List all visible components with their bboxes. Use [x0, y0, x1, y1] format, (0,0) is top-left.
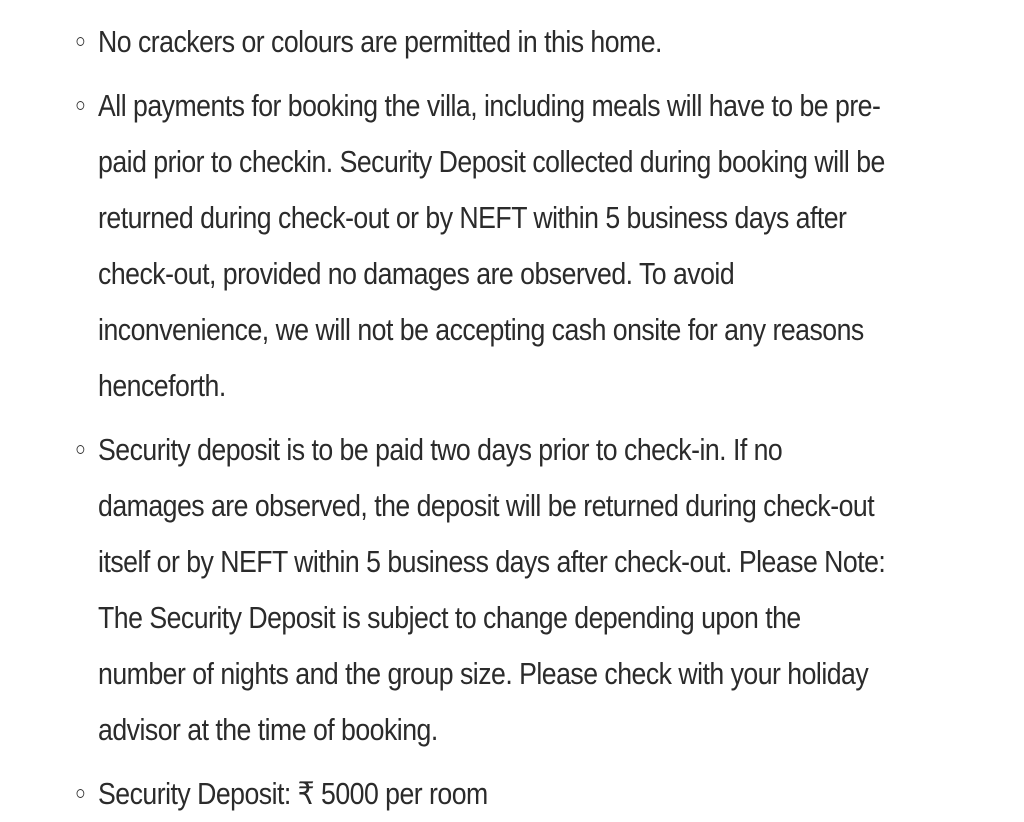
list-item-text: All payments for booking the villa, including meals will have to be pre-paid prior to checkin. Security Deposit collected during booking will be returned during check-out or by NEFT within 5 business days after check-out, provided no damages are observed. To avoid inconvenience, we will not be accepting cash onsite for any reasons henceforth.: [98, 88, 885, 403]
house-rules-list: [0, 14, 1024, 822]
bullet-circle-icon: [77, 445, 85, 454]
list-item: [0, 766, 903, 822]
list-item-text: Security deposit is to be paid two days prior to check-in. If no damages are observed, the deposit will be returned during check-out itself or by NEFT within 5 business days after check-out. Please Note: The Security Deposit is subject to change depending upon the number of nights and the group size. Please check with your holiday advisor at the time of booking.: [98, 432, 886, 747]
list-item-text: Security Deposit: ₹ 5000 per room: [98, 776, 488, 811]
bullet-circle-icon: [77, 101, 85, 110]
bullet-circle-icon: [77, 789, 85, 798]
list-item: [0, 14, 903, 70]
list-item-text: No crackers or colours are permitted in this home.: [98, 24, 662, 59]
bullet-circle-icon: [77, 37, 85, 46]
list-item: [0, 78, 903, 414]
list-item: [0, 422, 903, 758]
